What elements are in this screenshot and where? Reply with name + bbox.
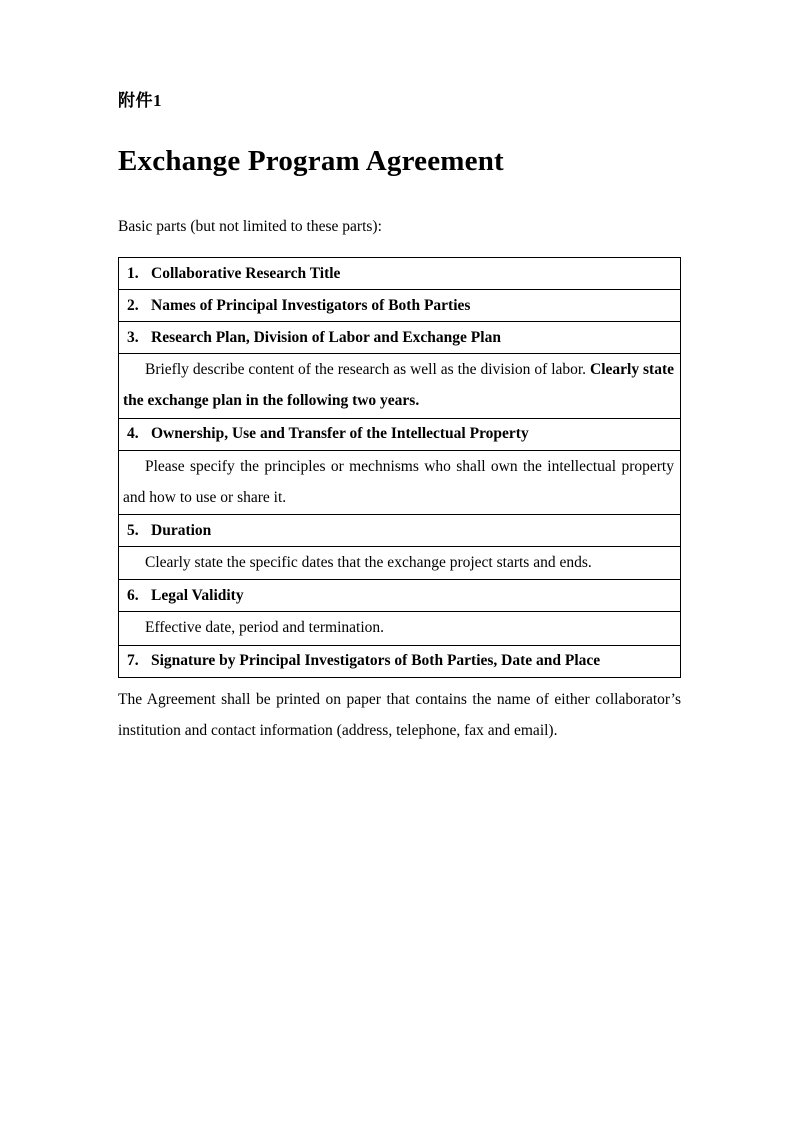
row-label: Signature by Principal Investigators of Both Parties, Date and Place (151, 652, 601, 670)
attachment-label: 附件1 (118, 91, 162, 110)
row-number: 1. (127, 264, 139, 282)
row-heading-cell (119, 580, 681, 612)
table-row-heading (119, 322, 681, 354)
row-description-cell (119, 354, 681, 419)
description-text: Briefly describe content of the research as well as the division of labor. (145, 361, 590, 378)
agreement-table (118, 257, 681, 678)
row-heading-cell (119, 290, 681, 322)
table-row-description (119, 612, 681, 645)
row-label: Research Plan, Division of Labor and Exchange Plan (151, 328, 501, 346)
row-label: Duration (151, 521, 212, 539)
table-row-description (119, 354, 681, 419)
page-title: Exchange Program Agreement (118, 145, 504, 177)
description-text: Effective date, period and termination. (145, 619, 385, 637)
table-row-heading (119, 258, 681, 290)
row-label: Legal Validity (151, 586, 244, 604)
row-label: Ownership, Use and Transfer of the Intellectual Property (151, 425, 529, 443)
row-heading-cell (119, 322, 681, 354)
table-row-heading (119, 290, 681, 322)
table-row-description (119, 547, 681, 580)
row-heading-cell (119, 418, 681, 450)
row-number: 4. (127, 425, 139, 443)
document-body (118, 0, 681, 746)
row-description-cell (119, 612, 681, 645)
row-heading-cell (119, 645, 681, 677)
table-row-heading (119, 645, 681, 677)
footer-paragraph: The Agreement shall be printed on paper that contains the name of either collaborator’s institution and contact information (address, telephone, fax and email). (118, 690, 681, 740)
table-row-heading (119, 418, 681, 450)
table-row-description (119, 450, 681, 515)
row-number: 3. (127, 328, 139, 346)
row-label: Collaborative Research Title (151, 264, 341, 282)
intro-text: Basic parts (but not limited to these parts): (118, 218, 382, 235)
row-number: 2. (127, 296, 139, 314)
row-heading-cell (119, 515, 681, 547)
description-text: Please specify the principles or mechnisms who shall own the intellectual property and how to use or share it. (123, 457, 674, 506)
row-number: 6. (127, 586, 139, 604)
row-description-cell (119, 450, 681, 515)
table-row-heading (119, 515, 681, 547)
row-heading-cell (119, 258, 681, 290)
row-description-cell (119, 547, 681, 580)
row-label: Names of Principal Investigators of Both Parties (151, 296, 471, 314)
description-text-bold: Clearly state the exchange plan in the following two years. (123, 361, 674, 410)
row-number: 7. (127, 652, 139, 670)
description-text: Clearly state the specific dates that the exchange project starts and ends. (145, 554, 592, 572)
row-number: 5. (127, 521, 139, 539)
agreement-table-body (119, 258, 681, 678)
table-row-heading (119, 580, 681, 612)
